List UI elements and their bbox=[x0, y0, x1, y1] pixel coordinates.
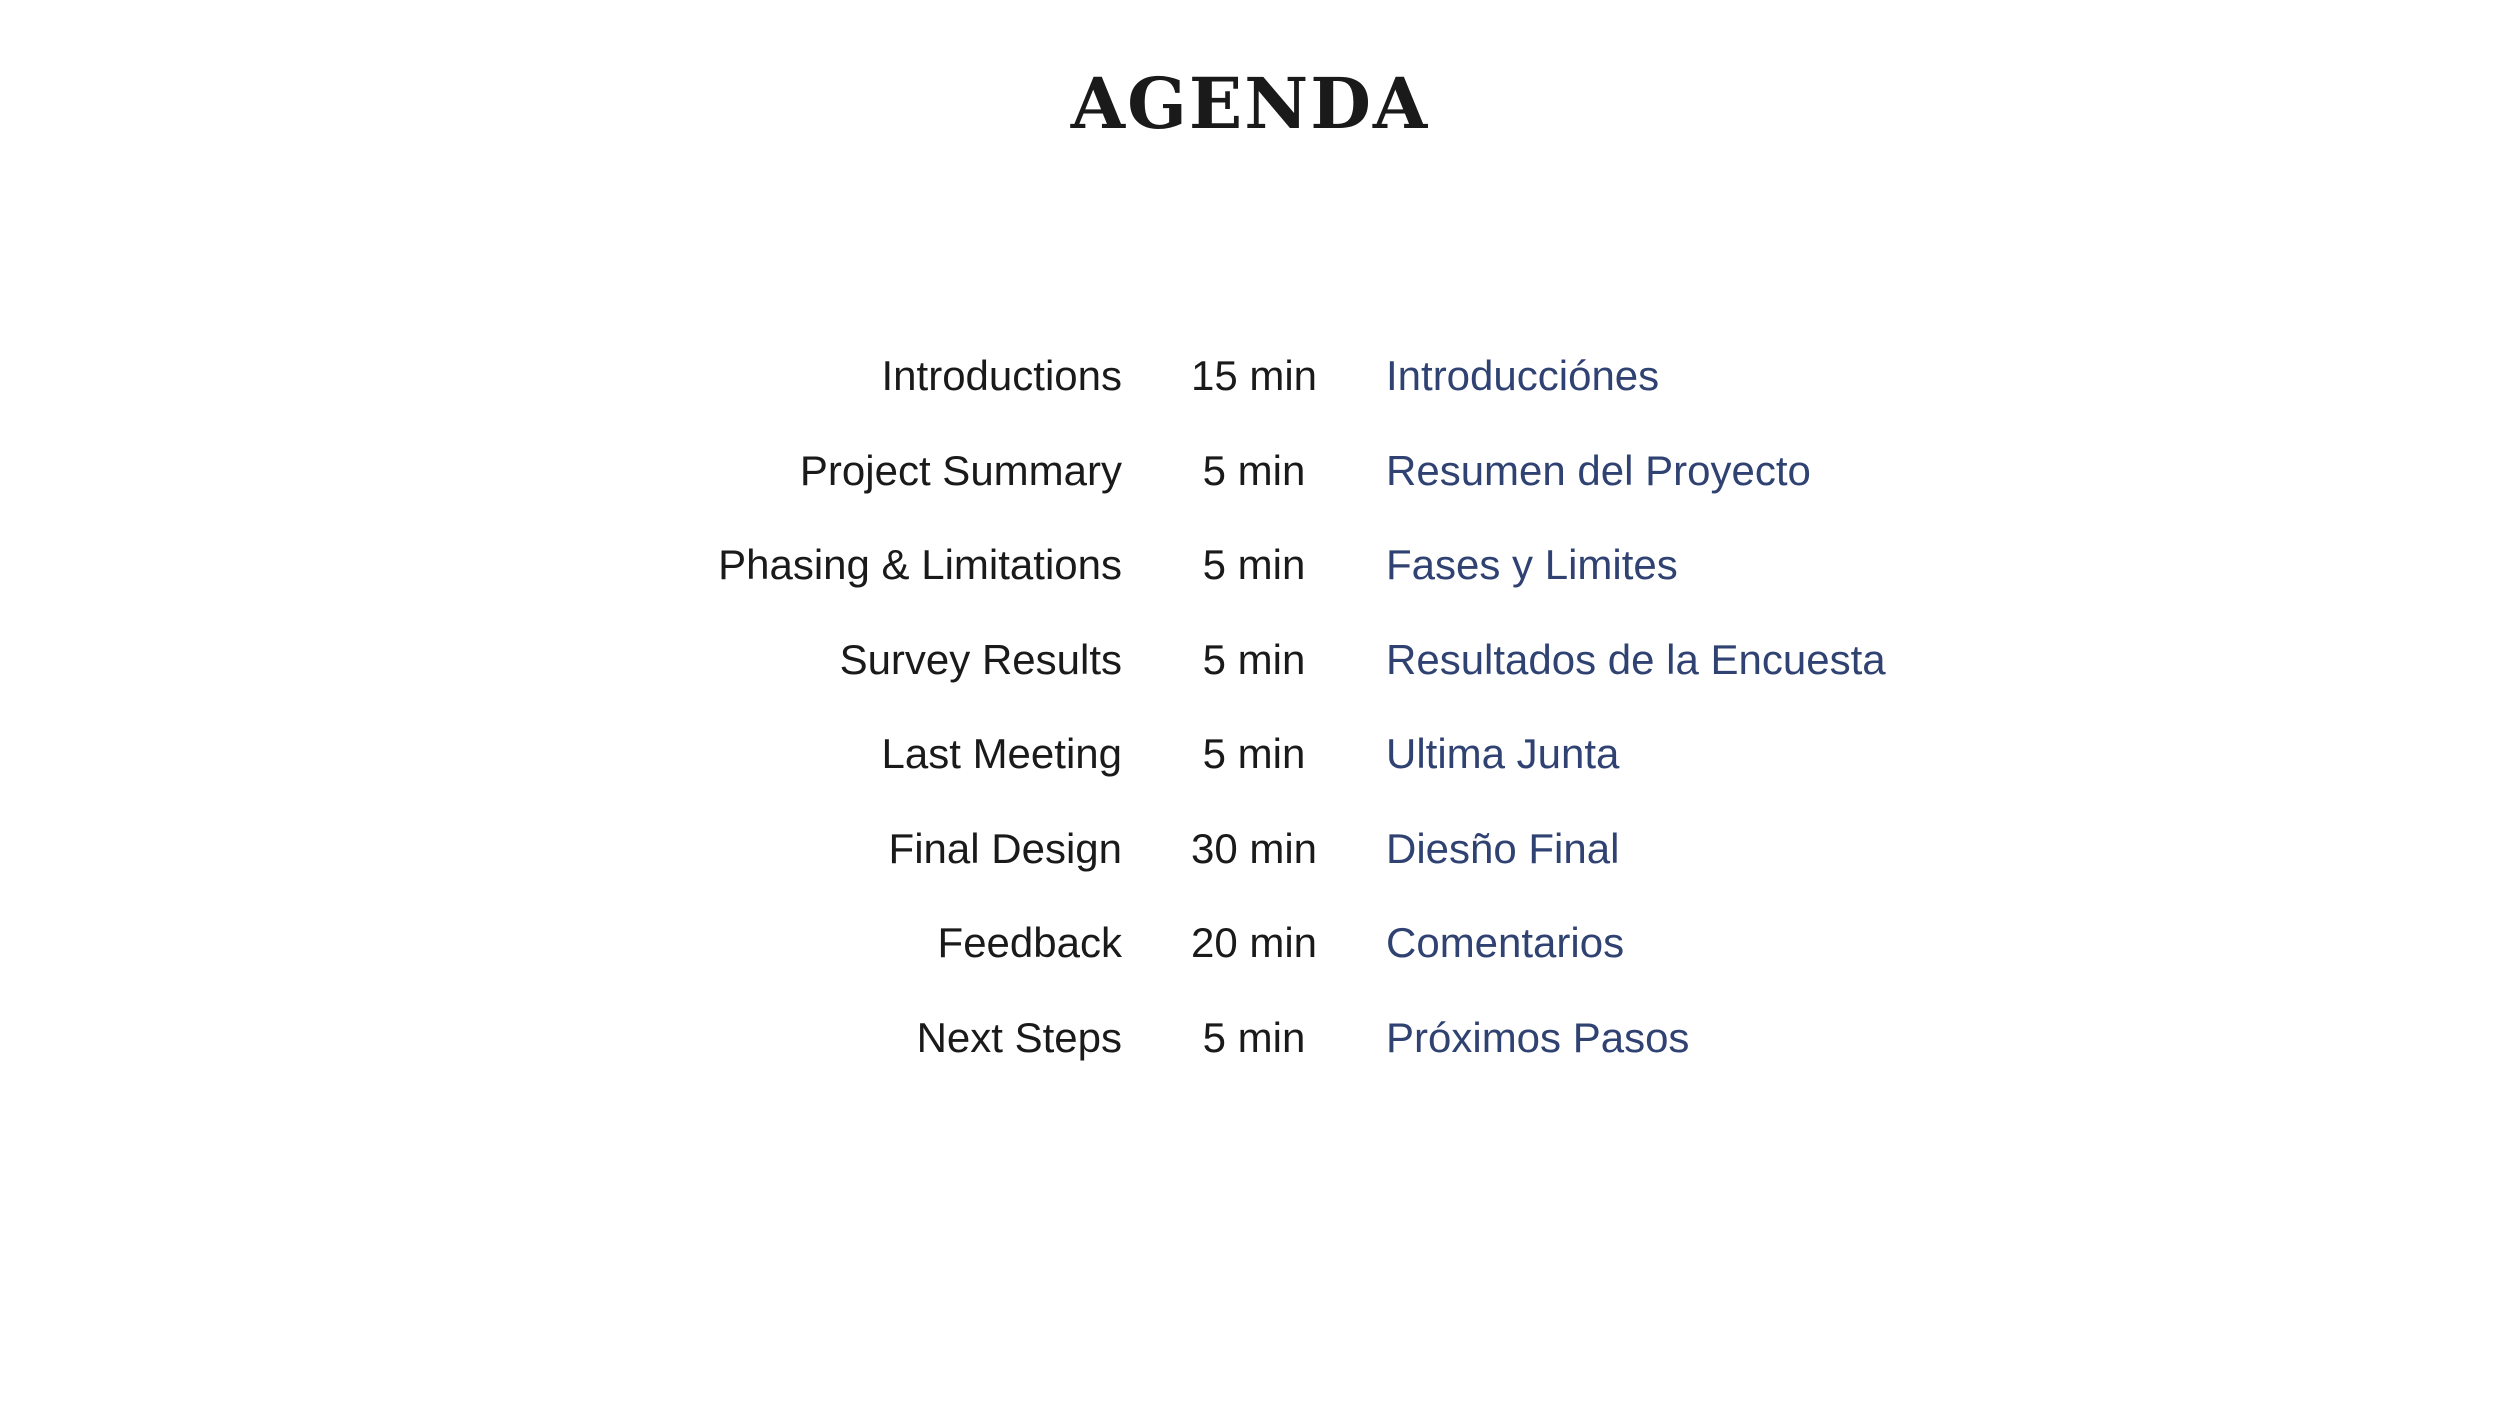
agenda-duration: 5 min bbox=[1202, 541, 1306, 588]
agenda-row bbox=[0, 1002, 2500, 1097]
agenda-duration: 30 min bbox=[1190, 824, 1318, 872]
agenda-duration: 20 min bbox=[1190, 919, 1318, 966]
agenda-row bbox=[0, 435, 2500, 530]
page-title: AGENDA bbox=[1070, 62, 1430, 145]
agenda-duration: 5 min bbox=[1202, 730, 1306, 777]
agenda-topic-spanish: Ultima Junta bbox=[1386, 730, 1620, 777]
agenda-topic-spanish: Diesño Final bbox=[1386, 824, 1620, 872]
agenda-list bbox=[0, 340, 2500, 1096]
agenda-topic-spanish: Fases y Limites bbox=[1386, 541, 1678, 588]
agenda-row bbox=[0, 718, 2500, 813]
agenda-topic-english: Next Steps bbox=[916, 1013, 1122, 1061]
agenda-topic-english: Final Design bbox=[888, 824, 1122, 872]
agenda-row bbox=[0, 813, 2500, 908]
agenda-topic-english: Introductions bbox=[881, 352, 1122, 399]
agenda-row bbox=[0, 907, 2500, 1002]
agenda-topic-spanish: Comentarios bbox=[1386, 919, 1625, 966]
agenda-topic-spanish: Introducciónes bbox=[1386, 352, 1660, 399]
agenda-row bbox=[0, 624, 2500, 719]
agenda-duration: 15 min bbox=[1190, 352, 1318, 399]
agenda-topic-english: Survey Results bbox=[839, 635, 1122, 683]
agenda-topic-spanish: Resultados de la Encuesta bbox=[1386, 635, 1886, 683]
agenda-topic-spanish: Próximos Pasos bbox=[1386, 1013, 1690, 1061]
agenda-topic-english: Feedback bbox=[937, 919, 1122, 966]
agenda-duration: 5 min bbox=[1202, 635, 1306, 683]
agenda-row bbox=[0, 529, 2500, 624]
agenda-row bbox=[0, 340, 2500, 435]
agenda-topic-english: Project Summary bbox=[799, 446, 1122, 494]
agenda-duration: 5 min bbox=[1202, 446, 1306, 494]
agenda-duration: 5 min bbox=[1202, 1013, 1306, 1061]
agenda-topic-english: Phasing & Limitations bbox=[718, 541, 1122, 588]
agenda-topic-english: Last Meeting bbox=[881, 730, 1122, 777]
agenda-topic-spanish: Resumen del Proyecto bbox=[1386, 446, 1811, 494]
